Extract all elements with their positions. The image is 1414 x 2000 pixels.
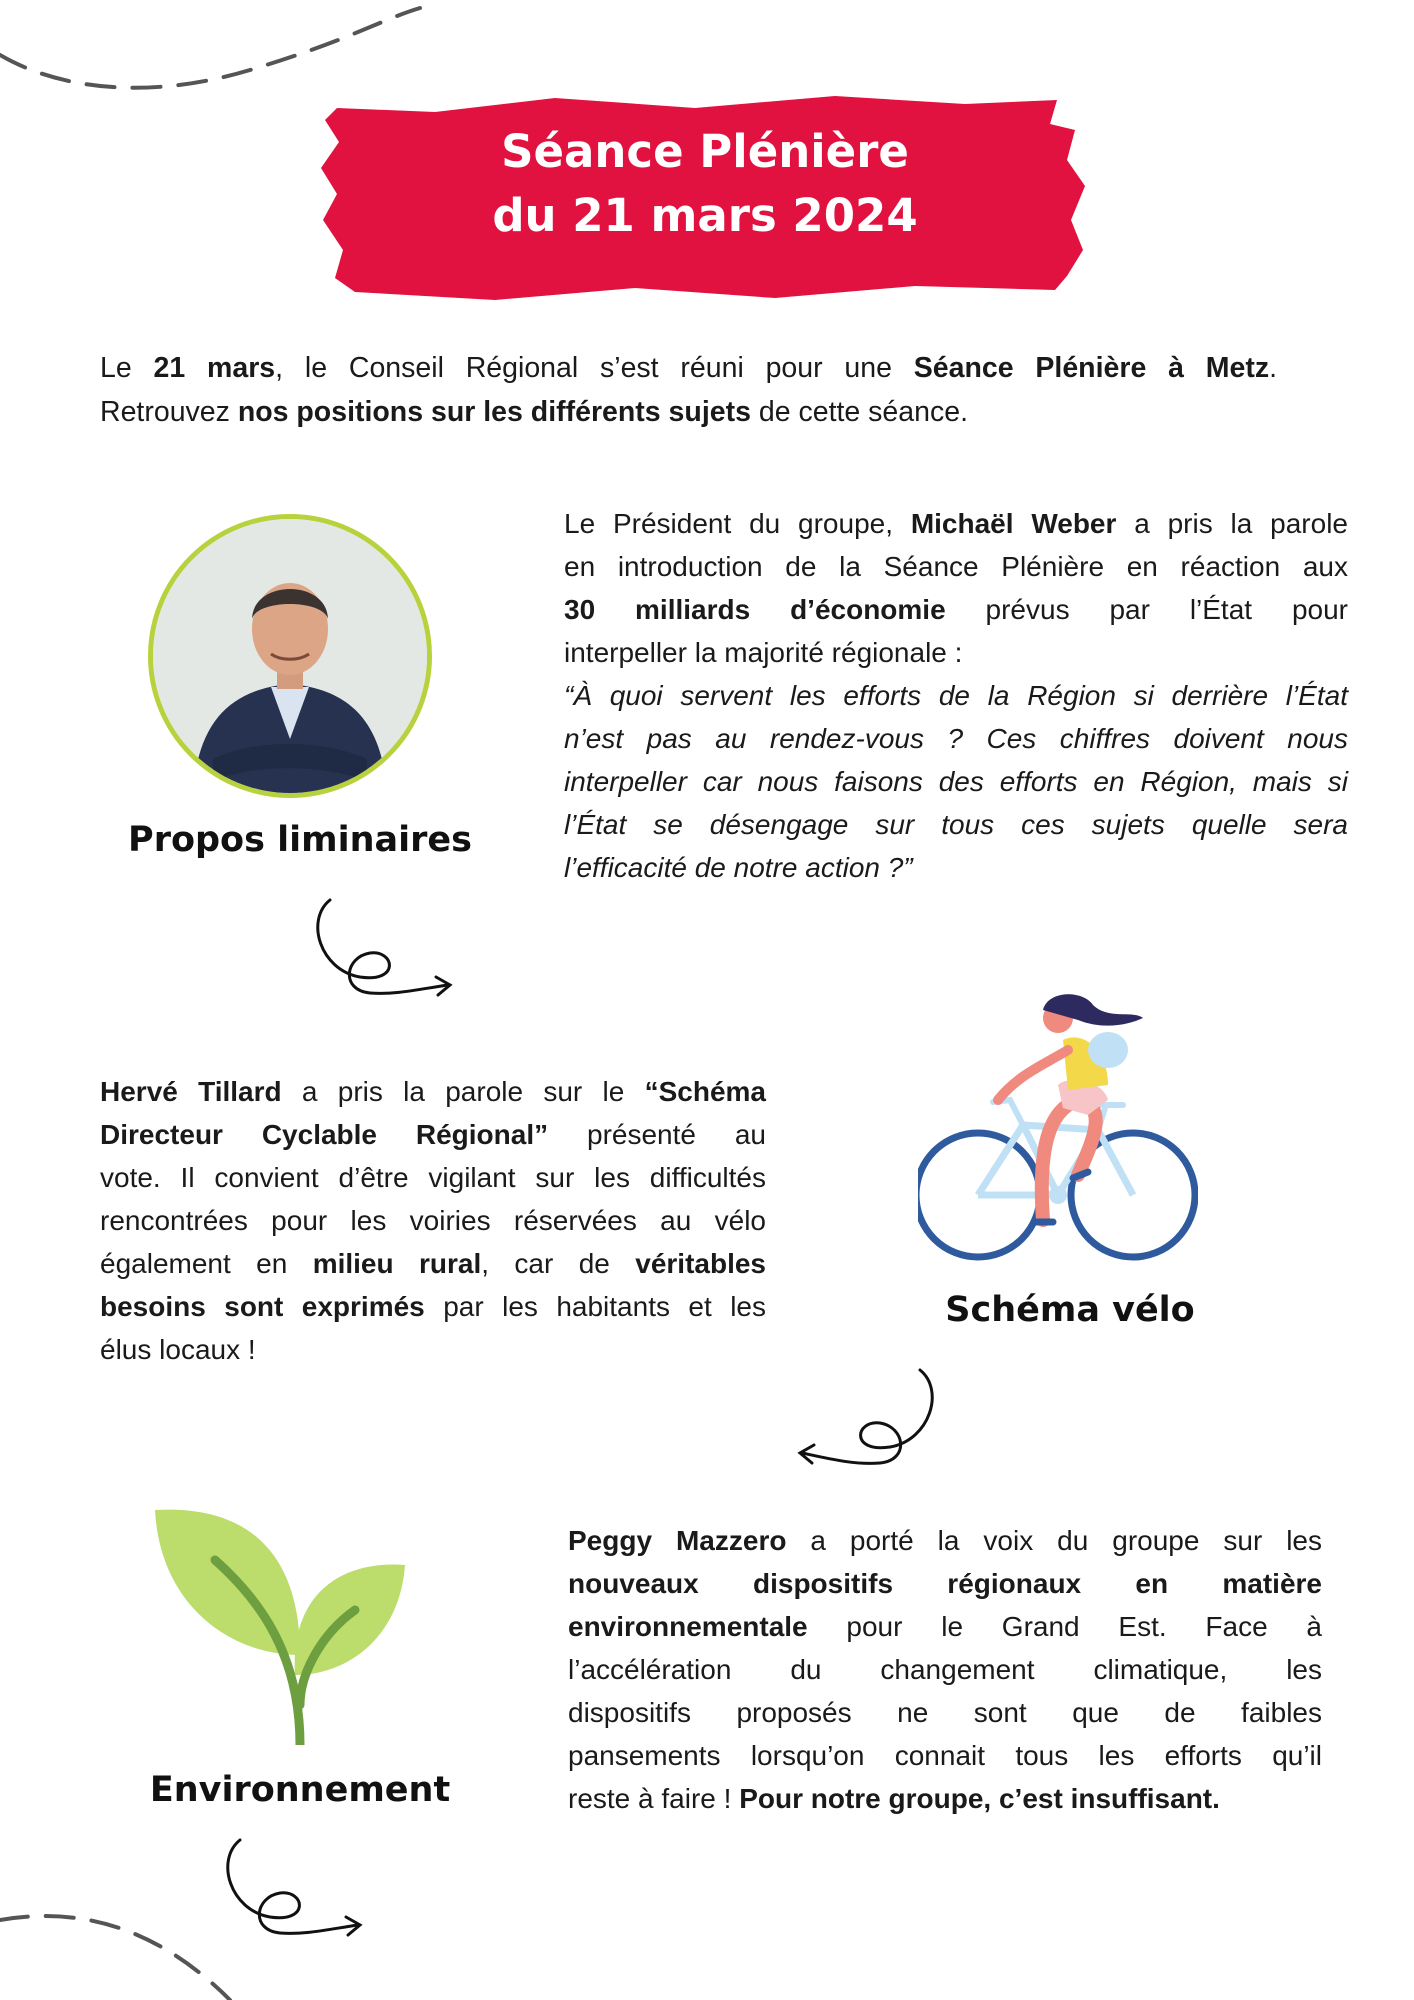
cyclist-illustration (918, 990, 1198, 1270)
text-span: a pris la parole sur le (281, 1076, 645, 1107)
text-highlight: Directeur Cyclable Régional” (100, 1119, 549, 1150)
speaker-name: Peggy Mazzero (568, 1525, 787, 1556)
quote-line: “À quoi servent les efforts de la Région si derrière l’État (564, 680, 1348, 711)
text-line: l’accélération du changement climatique, les (568, 1654, 1322, 1685)
text-highlight: véritables (635, 1248, 766, 1279)
text-span: a pris la parole (1116, 508, 1348, 539)
section3-paragraph (568, 1519, 1322, 1820)
text-line: rencontrées pour les voiries réservées au vélo (100, 1205, 766, 1236)
speaker-name: Michaël Weber (910, 508, 1117, 539)
curly-arrow-icon (210, 1835, 370, 1945)
intro-text: Retrouvez (100, 396, 238, 428)
text-span: pour le Grand Est. Face à (807, 1611, 1322, 1642)
intro-text: de cette séance. (750, 396, 968, 428)
speaker-name: Hervé Tillard (100, 1076, 282, 1107)
intro-date: 21 mars (153, 352, 276, 384)
banner-title-line1: Séance Plénière (501, 125, 909, 178)
intro-text: . (1269, 352, 1278, 384)
quote-line: l’État se désengage sur tous ces sujets quelle sera (564, 809, 1348, 840)
curly-arrow-icon (790, 1365, 950, 1475)
text-line: dispositifs proposés ne sont que de faibles (568, 1697, 1322, 1728)
section-title-environnement: Environnement (149, 1770, 451, 1810)
intro-location: Séance Plénière à Metz (913, 352, 1270, 384)
intro-highlight: nos positions sur les différents sujets (237, 396, 751, 428)
intro-text: Le (100, 352, 154, 384)
title-banner (315, 90, 1095, 305)
section2-paragraph (100, 1070, 766, 1371)
portrait-illustration (153, 519, 427, 793)
text-highlight: milieu rural (312, 1248, 482, 1279)
sprout-illustration (150, 1505, 410, 1745)
conclusion-highlight: Pour notre groupe, c’est insuffisant. (739, 1783, 1220, 1814)
text-line: élus locaux ! (100, 1334, 256, 1365)
text-line: pansements lorsqu’on connait tous les efforts qu’il (568, 1740, 1322, 1771)
president-photo (148, 514, 432, 798)
text-highlight: 30 milliards d’économie (564, 594, 946, 625)
section1-paragraph (564, 502, 1348, 889)
text-highlight: “Schéma (644, 1076, 766, 1107)
curly-arrow-icon (300, 895, 460, 1005)
text-line: interpeller la majorité régionale : (564, 637, 963, 668)
section-title-propos: Propos liminaires (128, 820, 472, 860)
text-span: reste à faire ! (568, 1783, 740, 1814)
text-span: par les habitants et les (424, 1291, 767, 1322)
section-title-velo: Schéma vélo (945, 1290, 1195, 1330)
quote-line: interpeller car nous faisons des efforts en Région, mais si (564, 766, 1348, 797)
quote-line: l’efficacité de notre action ?” (564, 852, 913, 883)
text-span: a porté la voix du groupe sur les (786, 1525, 1323, 1556)
intro-text: , le Conseil Régional s’est réuni pour une (275, 352, 914, 384)
quote-line: n’est pas au rendez-vous ? Ces chiffres doivent nous (564, 723, 1348, 754)
text-span: présenté au (548, 1119, 767, 1150)
banner-title-line2: du 21 mars 2024 (492, 189, 918, 242)
intro-paragraph (100, 346, 1277, 434)
text-span: également en (100, 1248, 313, 1279)
text-highlight: environnementale (568, 1611, 808, 1642)
text-span: prévus par l’État pour (945, 594, 1348, 625)
text-line: en introduction de la Séance Plénière en réaction aux (564, 551, 1348, 582)
text-span: Le Président du groupe, (564, 508, 911, 539)
text-highlight: besoins sont exprimés (100, 1291, 425, 1322)
text-line: vote. Il convient d’être vigilant sur les difficultés (100, 1162, 766, 1193)
text-highlight: nouveaux dispositifs régionaux en matière (568, 1568, 1322, 1599)
text-span: , car de (481, 1248, 636, 1279)
